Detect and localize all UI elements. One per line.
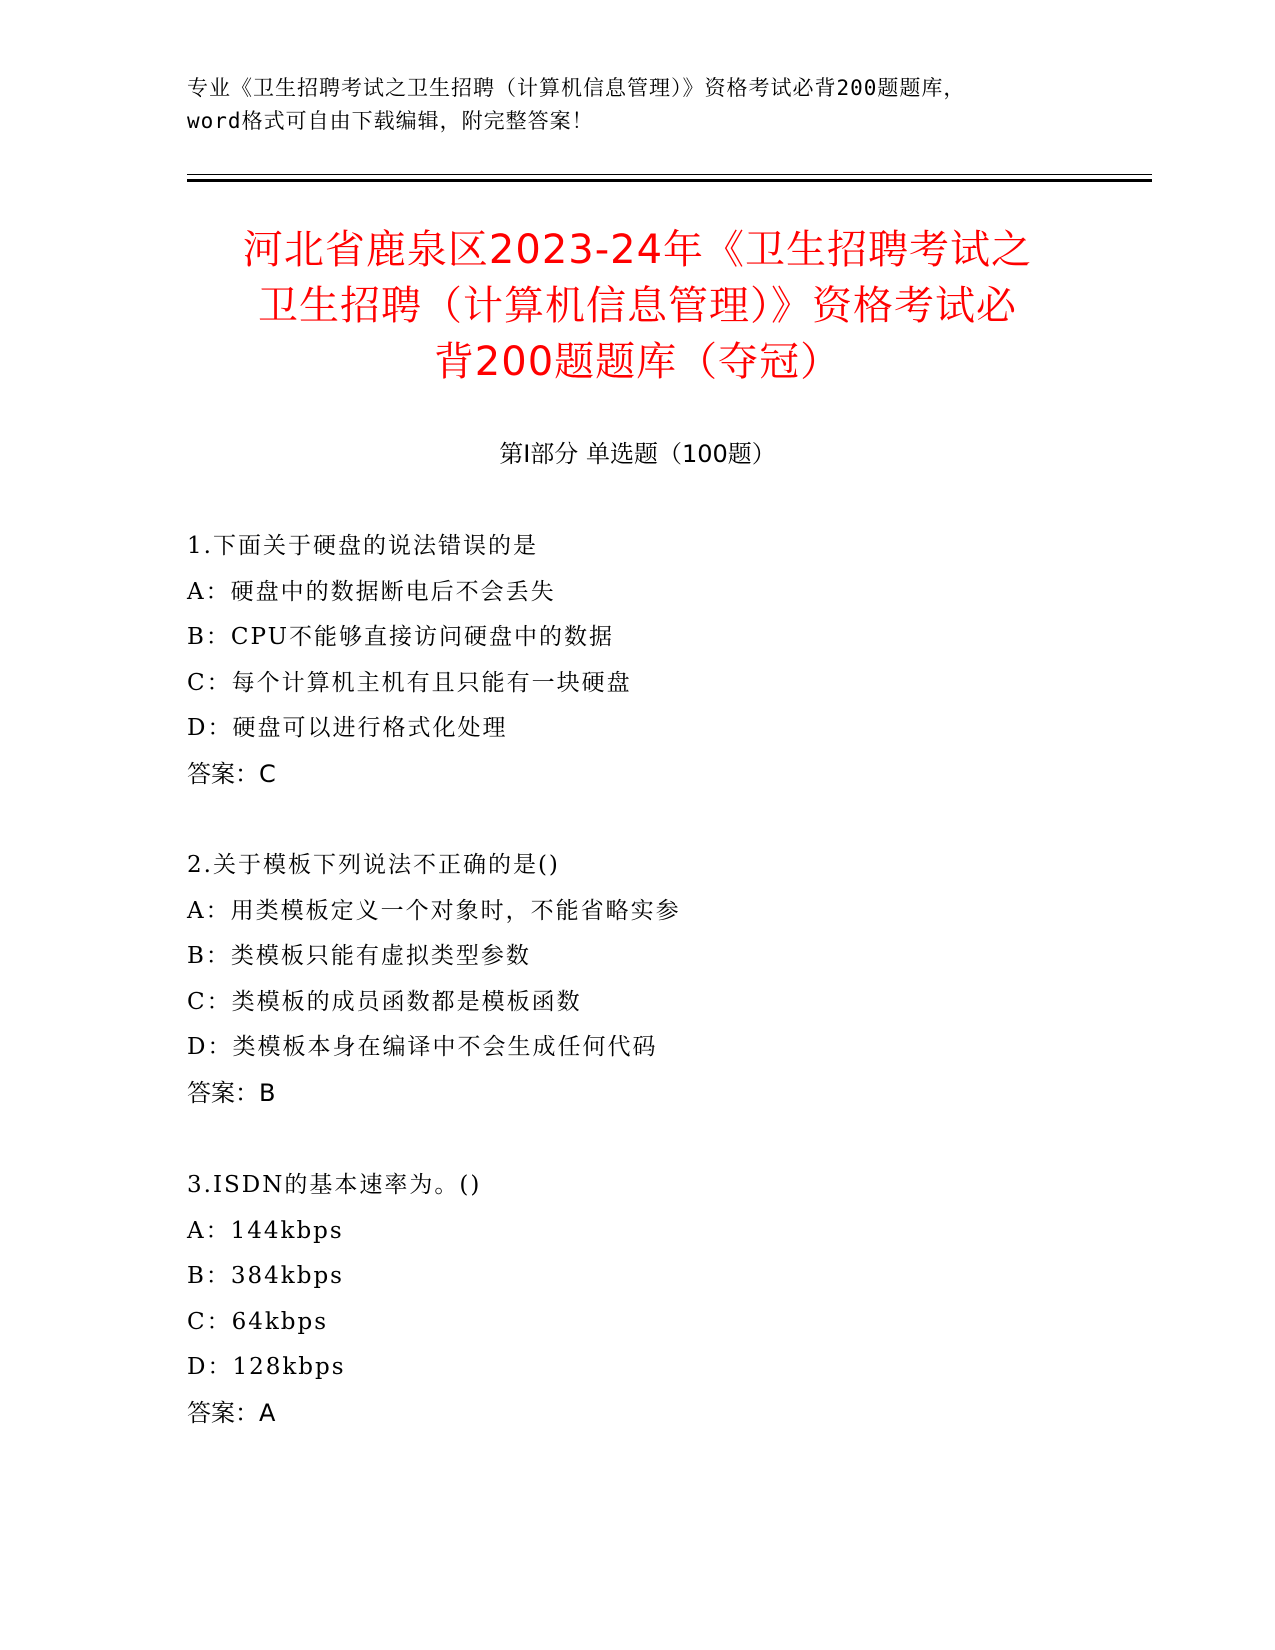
option-d: D：128kbps [187, 1354, 346, 1380]
option-b: B：CPU不能够直接访问硬盘中的数据 [187, 624, 614, 650]
question-stem: 3.ISDN的基本速率为。() [187, 1172, 482, 1198]
header-note-line-2: word格式可自由下载编辑，附完整答案！ [187, 109, 594, 133]
question-stem: 1.下面关于硬盘的说法错误的是 [187, 533, 538, 559]
section-heading: 第Ⅰ部分 单选题（100题） [499, 440, 776, 468]
header-divider-thick [187, 179, 1152, 182]
option-c: C：64kbps [187, 1308, 329, 1335]
document-title-line-3: 背200题题库（夺冠） [433, 339, 842, 385]
option-b: B：384kbps [187, 1263, 344, 1289]
header-divider-thin [187, 174, 1152, 175]
question-stem: 2.关于模板下列说法不正确的是() [187, 852, 560, 878]
option-c: C：每个计算机主机有且只能有一块硬盘 [187, 669, 632, 696]
document-title [150, 222, 1125, 390]
question-2 [187, 843, 1087, 1116]
answer-key: 答案：C [187, 759, 276, 788]
option-d: D：类模板本身在编译中不会生成任何代码 [187, 1034, 658, 1060]
option-b: B：类模板只能有虚拟类型参数 [187, 943, 531, 969]
option-a: A：144kbps [187, 1217, 344, 1244]
document-title-line-1: 河北省鹿泉区2023-24年《卫生招聘考试之 [242, 227, 1033, 273]
header-note [187, 72, 1087, 138]
document-title-line-2: 卫生招聘（计算机信息管理）》资格考试必 [258, 283, 1017, 329]
question-3 [187, 1163, 1087, 1436]
header-note-line-1: 专业《卫生招聘考试之卫生招聘（计算机信息管理）》资格考试必背200题题库， [187, 76, 966, 100]
option-a: A：硬盘中的数据断电后不会丢失 [187, 578, 556, 605]
answer-key: 答案：B [187, 1078, 276, 1107]
option-c: C：类模板的成员函数都是模板函数 [187, 988, 582, 1015]
question-1 [187, 524, 1087, 797]
option-a: A：用类模板定义一个对象时，不能省略实参 [187, 897, 681, 924]
answer-key: 答案：A [187, 1398, 276, 1427]
option-d: D：硬盘可以进行格式化处理 [187, 715, 508, 741]
